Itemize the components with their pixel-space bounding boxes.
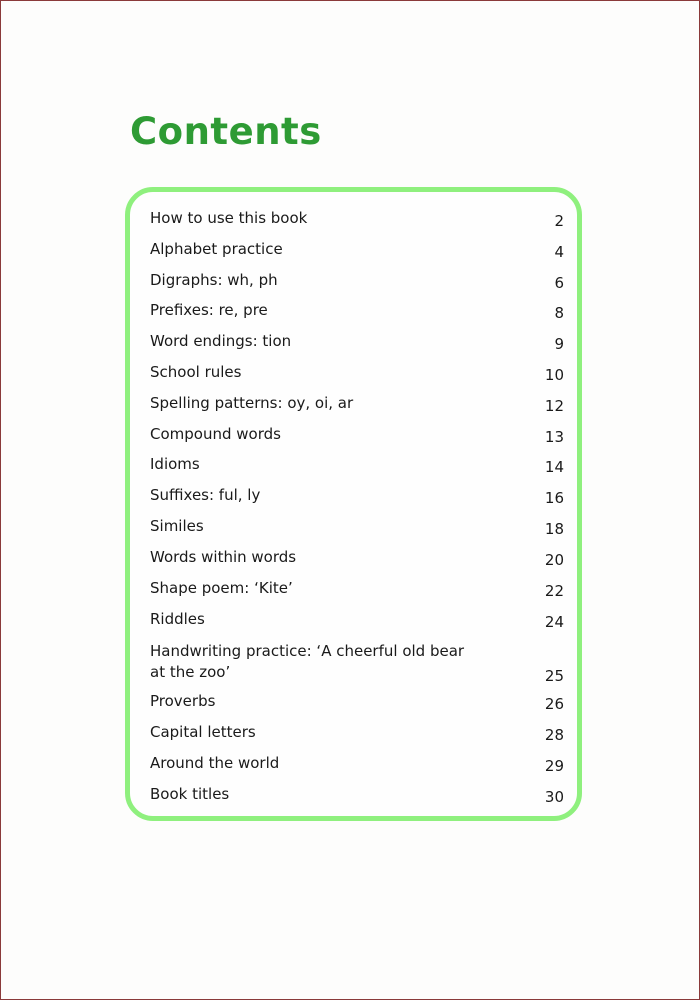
toc-entry-page: 18 — [544, 520, 564, 538]
toc-entry-title: Around the world — [150, 754, 280, 772]
toc-entry-page: 25 — [544, 667, 564, 685]
toc-entry-title: Proverbs — [150, 692, 216, 710]
toc-entry[interactable] — [130, 610, 577, 640]
toc-entry[interactable] — [130, 723, 577, 753]
toc-entry[interactable] — [130, 425, 577, 455]
toc-entry-title: Book titles — [150, 785, 230, 803]
toc-entry-title: Spelling patterns: oy, oi, ar — [150, 394, 354, 412]
toc-entry-page: 30 — [544, 788, 564, 806]
toc-entry[interactable] — [130, 363, 577, 393]
toc-entry[interactable] — [130, 548, 577, 578]
toc-entry-title: Word endings: tion — [150, 332, 292, 350]
toc-entry-title: How to use this book — [150, 209, 308, 227]
toc-entry-page: 24 — [544, 613, 564, 631]
contents-box — [125, 187, 582, 821]
toc-entry-title: Handwriting practice: ‘A cheerful old bear at the zoo’ — [150, 642, 465, 681]
toc-entry-title: Shape poem: ‘Kite’ — [150, 579, 293, 597]
toc-entry-title: Compound words — [150, 425, 281, 443]
toc-entry-title: Digraphs: wh, ph — [150, 271, 278, 289]
toc-entry[interactable] — [130, 455, 577, 485]
toc-entry[interactable] — [130, 785, 577, 815]
toc-entry-title: Idioms — [150, 455, 200, 473]
toc-entry-page: 20 — [544, 551, 564, 569]
toc-entry-page: 22 — [544, 582, 564, 600]
toc-entry-page: 28 — [544, 726, 564, 744]
toc-entry-page: 26 — [544, 695, 564, 713]
toc-entry-title: School rules — [150, 363, 242, 381]
toc-entry-page: 10 — [544, 366, 564, 384]
toc-entry-title: Capital letters — [150, 723, 256, 741]
toc-entry[interactable] — [130, 754, 577, 784]
toc-entry[interactable] — [130, 692, 577, 722]
toc-entry-page: 14 — [544, 458, 564, 476]
toc-entry-page: 6 — [554, 274, 564, 292]
toc-entry[interactable] — [130, 209, 577, 239]
toc-entry[interactable] — [130, 486, 577, 516]
toc-entry-page: 16 — [544, 489, 564, 507]
toc-entry[interactable] — [130, 271, 577, 301]
toc-entry[interactable] — [130, 579, 577, 609]
toc-entry[interactable] — [130, 517, 577, 547]
toc-entry-title: Similes — [150, 517, 204, 535]
toc-entry-page: 12 — [544, 397, 564, 415]
toc-entry[interactable] — [130, 332, 577, 362]
toc-entry-page: 9 — [554, 335, 564, 353]
toc-entry-title: Prefixes: re, pre — [150, 301, 268, 319]
toc-entry[interactable] — [130, 301, 577, 331]
toc-entry-title: Suffixes: ful, ly — [150, 486, 261, 504]
toc-entry-page: 4 — [554, 243, 564, 261]
toc-entry-title: Words within words — [150, 548, 297, 566]
toc-entry[interactable] — [130, 394, 577, 424]
toc-entry-page: 29 — [544, 757, 564, 775]
toc-entry-page: 2 — [554, 212, 564, 230]
toc-entry[interactable] — [130, 643, 577, 695]
page-title: Contents — [130, 110, 322, 153]
toc-entry-page: 13 — [544, 428, 564, 446]
toc-entry-title: Riddles — [150, 610, 205, 628]
toc-entry[interactable] — [130, 240, 577, 270]
toc-entry-page: 8 — [554, 304, 564, 322]
toc-entry-title: Alphabet practice — [150, 240, 283, 258]
